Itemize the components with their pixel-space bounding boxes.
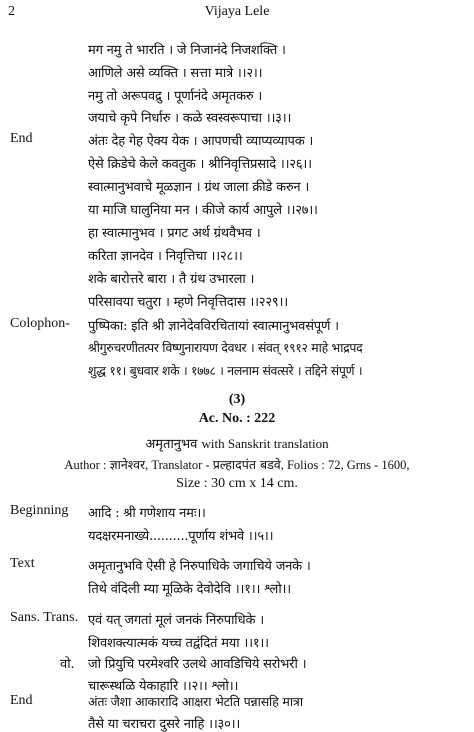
- verse-line: चारूस्थळि येकाहारि ।।२।। श्लो।।: [88, 679, 239, 694]
- size-info: Size : 30 cm x 14 cm.: [176, 476, 298, 491]
- verse-line: आणिले असे व्यक्ति । सत्ता मात्रे ।।२।।: [88, 66, 263, 81]
- end-label: End: [10, 131, 33, 146]
- section-number: (3): [228, 392, 246, 407]
- page-number: 2: [8, 4, 15, 19]
- verse-line: ऐसे क्रिडेचे केले कवतुक । श्रीनिवृत्तिप्रसादे ।।२६।।: [88, 157, 312, 172]
- verse-line: अमृतानुभवि ऐसी हे निरुपाधिके जगाचिये जनके ।: [88, 559, 311, 574]
- work-title: [0, 434, 474, 452]
- verse-line: आदि : श्री गणेशाय नमः।।: [88, 506, 206, 521]
- verse-line: मग नमु ते भारति । जे निजानंदे निजशक्ति ।: [88, 43, 286, 58]
- running-title: Vijaya Lele: [204, 4, 270, 19]
- verse-line: तैसे या चराचरा दुसरे नाहि ।।३०।।: [88, 717, 241, 732]
- sanskrit-translation-label: Sans. Trans.: [10, 610, 79, 625]
- verse-line: शिवशक्त्यात्मकं यच्च तद्वंदितं मया ।।१।।: [88, 636, 269, 651]
- vo-label: वो.: [60, 657, 75, 672]
- translator-label: , Translator -: [145, 458, 213, 472]
- colophon-label: Colophon-: [10, 316, 70, 331]
- verse-line: परिसावया चतुरा । म्हणे निवृत्तिदास ।।२२९।।: [88, 295, 288, 310]
- end-label: End: [10, 693, 33, 708]
- colophon-line: शुद्ध ११। बुधवार शके । १७७८ । नलनाम संवत्सरे । तद्दिने संपूर्ण ।: [88, 363, 363, 378]
- title-english: with Sanskrit translation: [201, 436, 329, 451]
- verse-line: एवं यत् जगतां मूलं जनकं निरुपाधिके ।: [88, 613, 264, 628]
- verse-line: या माजि घालुनिया मन । कीजे कार्य आपुले ।।२७।।: [88, 203, 318, 218]
- colophon-line: पुष्पिका: इति श्री ज्ञानेदेवविरचितायां स्वात्मानुभवसंपूर्ण ।: [88, 319, 339, 334]
- verse-line: नमु तो अरूपवद्रु । पूर्णानंदे अमृतकरु ।: [88, 89, 263, 104]
- verse-line: हा स्वात्मानुभव । प्रगट अर्थ ग्रंथवैभव ।: [88, 226, 261, 241]
- colophon-line: श्रीगुरुचरणीतत्पर विष्णुनारायण देवधर । संवत् १९१२ माहे भाद्रपद: [88, 340, 363, 355]
- title-devanagari: अमृतानुभव: [145, 437, 198, 452]
- verse-line: तिथे वंदिली म्या मूळिके देवोदेवि ।।१।। श्लो।।: [88, 582, 291, 597]
- verse-line: करिता ज्ञानदेव । निवृत्तिचा ।।२८।।: [88, 249, 243, 264]
- verse-line: शके बारोत्तरे बारा । तै ग्रंथ उभारला ।: [88, 272, 255, 287]
- author-name: ज्ञानेश्वर: [109, 457, 146, 472]
- verse-line: स्वात्मानुभवाचे मूळज्ञान । ग्रंथ जाला क्रीडे करुन ।: [88, 180, 310, 195]
- accession-number: Ac. No. : 222: [198, 411, 276, 426]
- verse-line: अंतः जैशा आकारादि आक्षरा भेटति पन्नासहि मात्रा: [88, 694, 303, 709]
- verse-line: यदक्षरमनाख्ये..........पूर्णाय शंभवे ।।५।।: [88, 529, 274, 544]
- folios-info: , Folios : 72, Grns - 1600,: [280, 458, 410, 472]
- beginning-label: Beginning: [10, 503, 69, 518]
- author-line: [0, 456, 474, 473]
- translator-name: प्रल्हादपंत बडवे: [212, 457, 281, 472]
- verse-line: अंतः देह गेह ऐक्य येक । आपणची व्याप्यव्यापक ।: [88, 134, 314, 149]
- verse-line: जो प्रियुचि परमेश्वरि उलथे आवडिचिये सरोभरी ।: [88, 657, 307, 672]
- author-label: Author :: [64, 458, 110, 472]
- text-label: Text: [10, 556, 35, 571]
- verse-line: जयाचे कृपे निर्धारु । कळे स्वस्वरूपाचा ।।३।।: [88, 111, 292, 126]
